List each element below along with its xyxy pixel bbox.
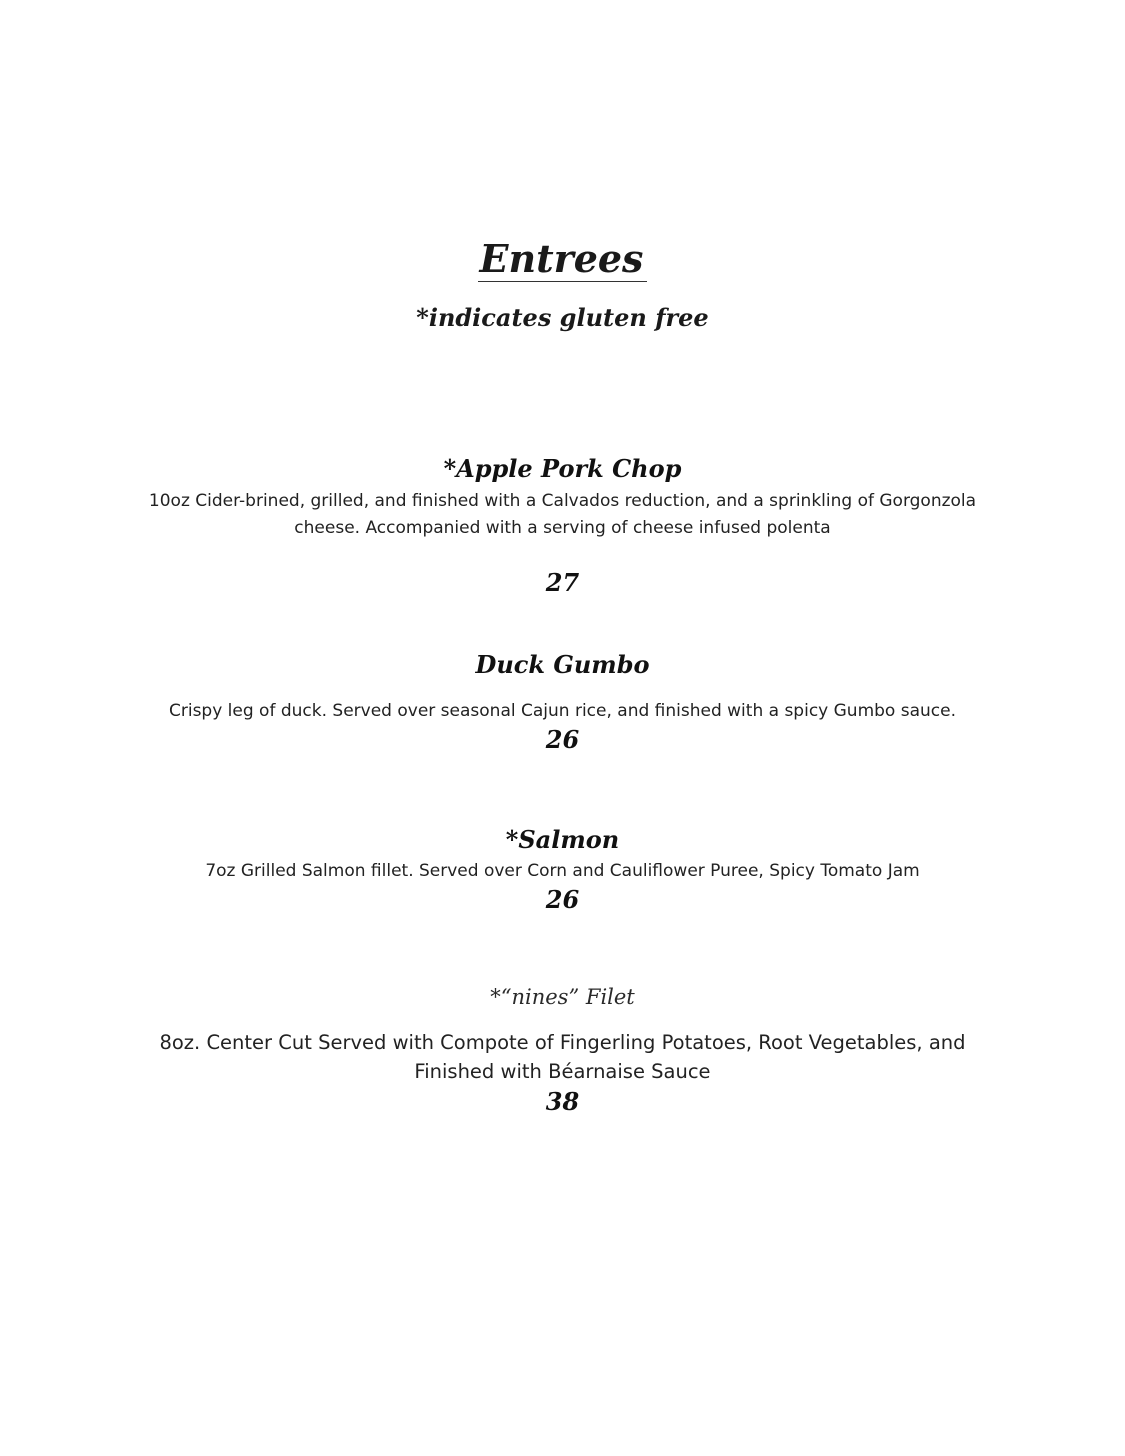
item-description-line: 10oz Cider-brined, grilled, and finished with a Calvados reduction, and a sprinkling of Gorgonzola xyxy=(148,491,977,511)
item-description-line: Crispy leg of duck. Served over seasonal Cajun rice, and finished with a spicy Gumbo sauce. xyxy=(168,701,956,721)
section-title xyxy=(0,233,1125,285)
item-price: 26 xyxy=(545,725,580,754)
item-description-line: cheese. Accompanied with a serving of cheese infused polenta xyxy=(294,518,831,538)
item-price: 26 xyxy=(545,885,580,914)
item-description-line: Finished with Béarnaise Sauce xyxy=(414,1060,711,1083)
section-title-text: Entrees xyxy=(478,237,648,282)
gluten-free-legend: *indicates gluten free xyxy=(416,303,709,332)
item-price: 27 xyxy=(545,568,580,597)
item-name: *Apple Pork Chop xyxy=(443,454,682,483)
item-price: 38 xyxy=(545,1087,580,1116)
item-description-line: 8oz. Center Cut Served with Compote of Fingerling Potatoes, Root Vegetables, and xyxy=(159,1031,966,1054)
item-description-line: 7oz Grilled Salmon fillet. Served over Corn and Cauliflower Puree, Spicy Tomato Jam xyxy=(205,861,920,881)
item-name: *“nines” Filet xyxy=(490,985,635,1009)
item-name: *Salmon xyxy=(505,825,620,854)
item-name: Duck Gumbo xyxy=(475,650,650,679)
